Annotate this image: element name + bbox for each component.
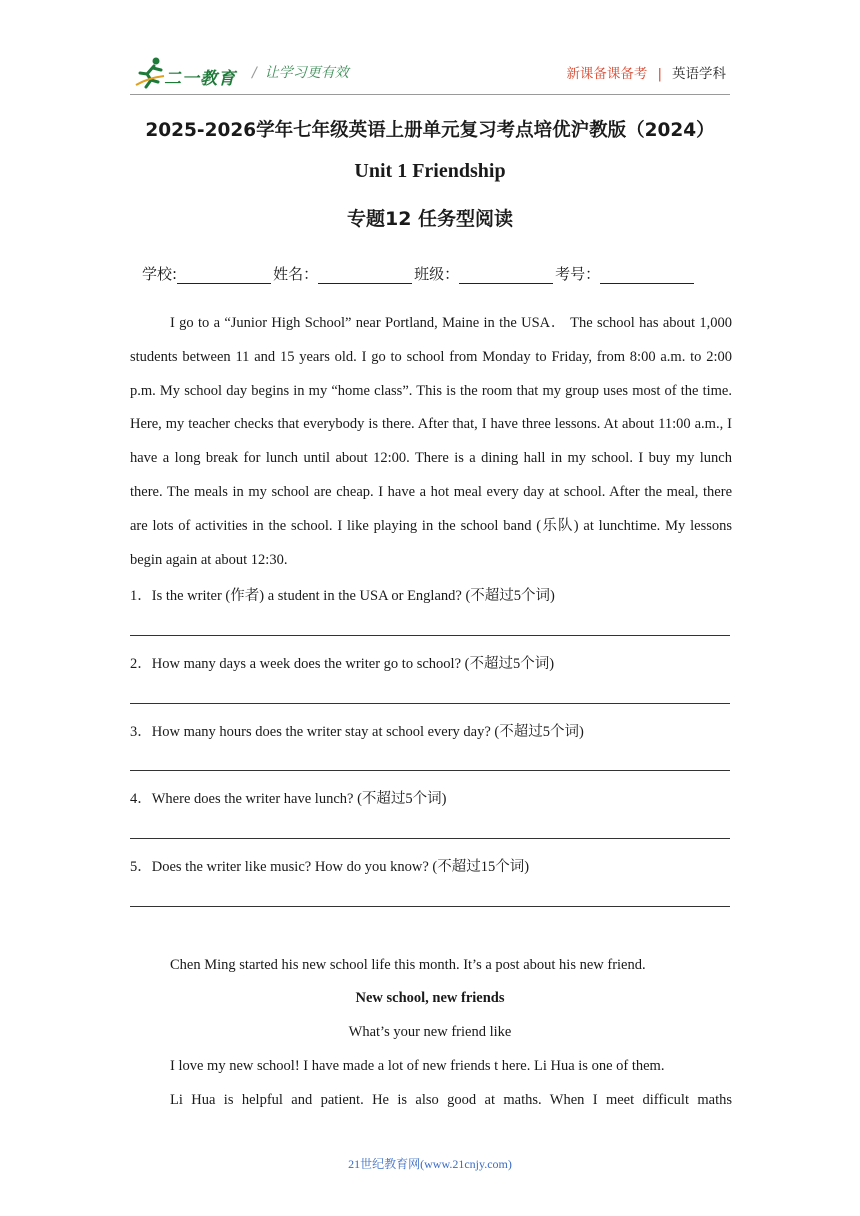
topic-title: 专题12 任务型阅读 (346, 208, 514, 230)
reading-passage-1 (130, 307, 732, 577)
passage-2-line-2: Li Hua is helpful and patient. He is also good at maths. When I meet difficult maths (170, 1092, 732, 1108)
answer-line-2[interactable] (130, 703, 730, 704)
slash-icon: / (252, 65, 257, 81)
runner-logo-icon (134, 56, 168, 90)
class-blank[interactable] (459, 267, 553, 284)
header-course: 新课备课备考 (566, 66, 648, 82)
header-subject: 英语学科 (672, 66, 726, 82)
answer-line-3[interactable] (130, 770, 730, 771)
question-1: 1．Is the writer (作者) a student in the USA or England? (不超过5个词) (130, 588, 555, 604)
answer-line-4[interactable] (130, 838, 730, 839)
header-right (566, 62, 726, 82)
logo (130, 56, 242, 90)
question-5: 5．Does the writer like music? How do you know? (不超过15个词) (130, 859, 530, 875)
school-label: 学校: (142, 265, 178, 283)
school-blank[interactable] (177, 267, 271, 284)
exam-no-blank[interactable] (600, 267, 694, 284)
passage-2-intro: Chen Ming started his new school life this month. It’s a post about his new friend. (170, 957, 646, 973)
name-label: 姓名： (273, 265, 319, 283)
passage-2-subheading: What’s your new friend like (348, 1024, 512, 1040)
slogan (252, 62, 349, 82)
unit-title: Unit 1 Friendship (354, 160, 506, 182)
question-4: 4．Where does the writer have lunch? (不超过5个词) (130, 791, 447, 807)
footer-source: 21世纪教育网(www.21cnjy.com) (348, 1157, 512, 1171)
page-header (130, 52, 730, 92)
document-title: 2025-2026学年七年级英语上册单元复习考点培优沪教版（2024） (145, 120, 715, 141)
logo-text: 二一教育 (164, 69, 236, 89)
student-info-line (142, 263, 696, 284)
slogan-text: 让学习更有效 (264, 65, 349, 81)
question-3: 3．How many hours does the writer stay at school every day? (不超过5个词) (130, 724, 584, 740)
name-blank[interactable] (318, 267, 412, 284)
answer-line-5[interactable] (130, 906, 730, 907)
passage-2-line-1: I love my new school! I have made a lot of new friends t here. Li Hua is one of them. (170, 1058, 665, 1074)
question-2: 2．How many days a week does the writer go to school? (不超过5个词) (130, 656, 555, 672)
answer-line-1[interactable] (130, 635, 730, 636)
header-separator: | (657, 66, 662, 82)
passage-2-heading: New school, new friends (355, 990, 505, 1006)
exam-no-label: 考号： (555, 265, 601, 283)
class-label: 班级： (414, 265, 460, 283)
header-divider (130, 94, 730, 95)
passage-1-text: I go to a “Junior High School” near Portland, Maine in the USA． The school has about 1,000 students between 11 and 15 years old. I go to school from Monday to Friday, from 8:00 a.m. to 2:00 p.m. My school day begins in my “home class”. This is the room that my group uses most of the time. Here, my teacher checks that everybody is there. After that, I have three lessons. At about 11:00 a.m., I have a long break for lunch until about 12:00. There is a dining hall in my school. I buy my lunch there. The meals in my school are cheap. I have a hot meal every day at school. After the meal, there are lots of activities in the school. I like playing in the school band (乐队) at lunchtime. My lessons begin again at about 12:30. (130, 315, 732, 568)
